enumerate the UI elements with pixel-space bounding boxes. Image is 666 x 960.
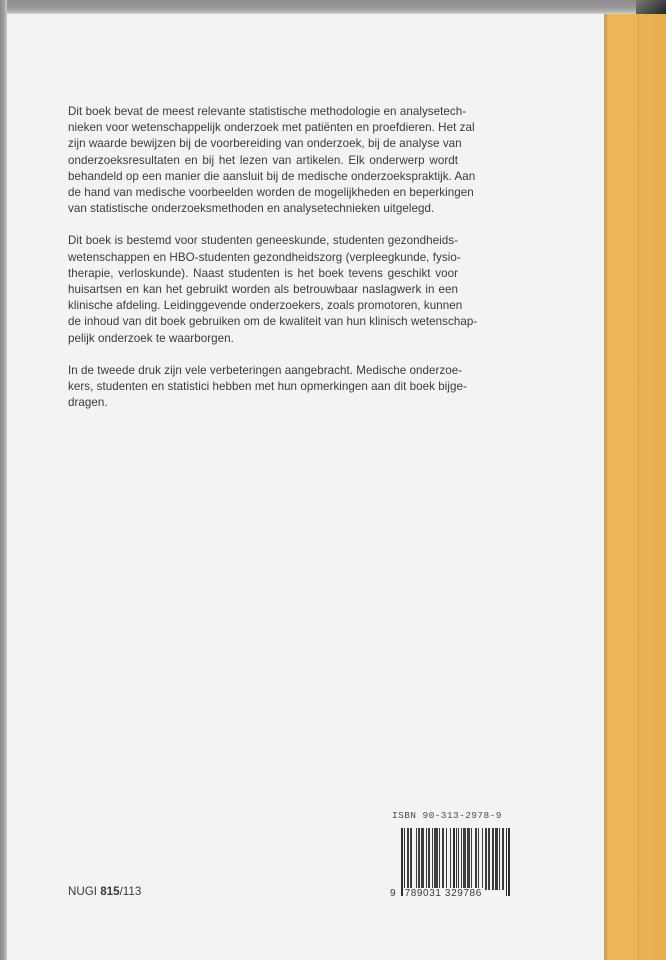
- page-stack-top-edge: [0, 0, 666, 14]
- blurb-line: wetenschappen en HBO-studenten gezondheidszorg (verpleegkunde, fysio-: [68, 250, 461, 264]
- blurb-line: therapie, verloskunde). Naast studenten is het boek tevens geschikt voor: [68, 266, 458, 280]
- isbn-label: ISBN 90-313-2978-9: [392, 810, 502, 821]
- ean-number: [390, 888, 483, 899]
- nugi-code: [68, 885, 141, 898]
- blurb-line: onderzoeksresultaten en bij het lezen van artikelen. Elk onderwerp wordt: [68, 153, 458, 167]
- page-stack-left-edge: [0, 0, 7, 960]
- blurb-line: Dit boek is bestemd voor studenten geneeskunde, studenten gezondheids-: [68, 234, 458, 248]
- blurb-line: In de tweede druk zijn vele verbeteringen aangebracht. Medische onderzoe-: [68, 363, 463, 377]
- blurb-line: nieken voor wetenschappelijk onderzoek met patiënten en proefdieren. Het zal: [68, 121, 475, 135]
- blurb-line: zijn waarde bewijzen bij de voorbereiding van onderzoek, bij de analyse van: [68, 137, 462, 151]
- nugi-prefix: NUGI: [68, 885, 101, 898]
- blurb-line: de inhoud van dit boek gebruiken om de kwaliteit van hun klinisch wetenschap-: [68, 315, 478, 329]
- book-spine: [604, 14, 666, 960]
- blurb-line: van statistische onderzoeksmethoden en analysetechnieken uitgelegd.: [68, 202, 435, 216]
- blurb-line: behandeld op een manier die aansluit bij de medische onderzoekspraktijk. Aan: [68, 169, 476, 183]
- ean-first-digit: 9: [390, 888, 396, 899]
- blurb-line: dragen.: [68, 396, 108, 410]
- barcode-icon: [401, 828, 511, 894]
- blurb-line: klinische afdeling. Leidinggevende onderzoekers, zoals promotoren, kunnen: [68, 299, 463, 313]
- isbn-barcode: [390, 808, 530, 904]
- nugi-main-code: 815: [100, 885, 120, 898]
- blurb-line: de hand van medische voorbeelden worden de mogelijkheden en beperkingen: [68, 186, 474, 200]
- back-cover-blurb: [68, 104, 478, 427]
- ean-digits: 789031 329786: [404, 888, 482, 899]
- blurb-line: pelijk onderzoek te waarborgen.: [68, 331, 234, 345]
- blurb-line: Dit boek bevat de meest relevante statistische methodologie en analysetech-: [68, 105, 467, 118]
- blurb-line: kers, studenten en statistici hebben met hun opmerkingen aan dit boek bijge-: [68, 380, 467, 394]
- nugi-suffix: /113: [119, 885, 142, 898]
- barcode-bar: [508, 828, 510, 896]
- blurb-paragraph-2: [68, 233, 478, 346]
- blurb-paragraph-1: [68, 104, 476, 217]
- blurb-paragraph-3: [68, 363, 467, 412]
- blurb-line: huisartsen en kan het gebruikt worden als betrouwbaar naslagwerk in een: [68, 283, 458, 297]
